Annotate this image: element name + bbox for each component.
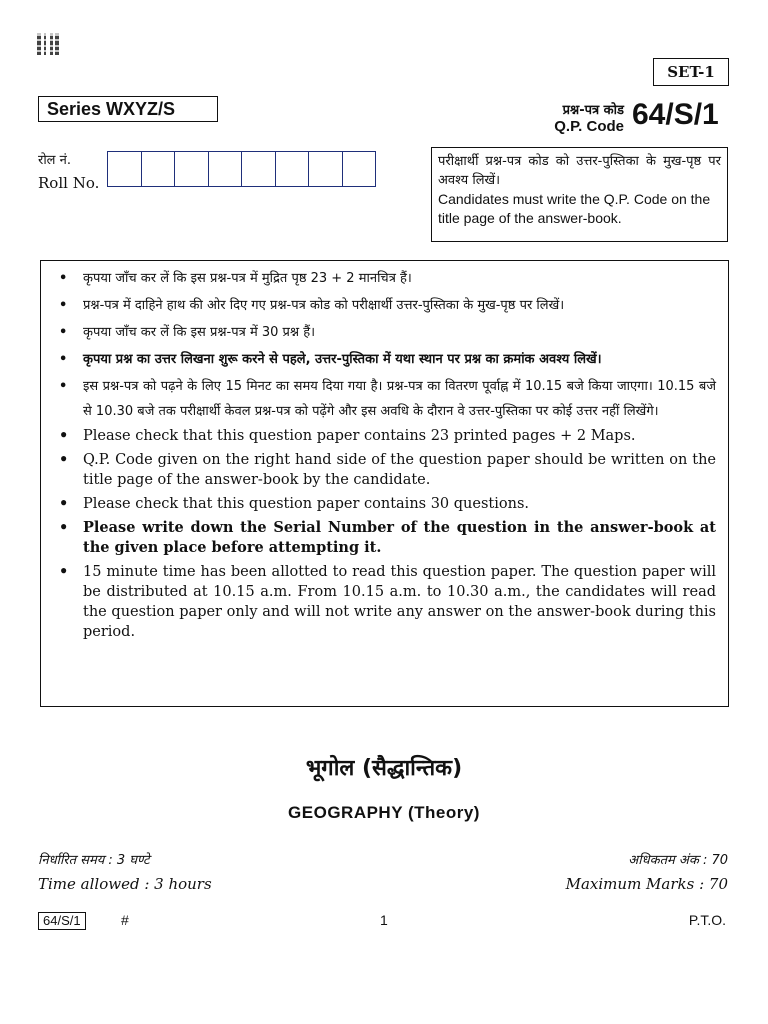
instruction-item: • Q.P. Code given on the right hand side of the question paper should be written on the title page of the answer-book by the candidate. <box>53 450 716 490</box>
instruction-item: • Please write down the Serial Number of the question in the answer-book at the given place before attempting it. <box>53 518 716 558</box>
qp-code-label-hindi: प्रश्न-पत्र कोड <box>562 103 624 118</box>
instruction-item: • कृपया जाँच कर लें कि इस प्रश्न-पत्र में मुद्रित पृष्ठ 23 + 2 मानचित्र हैं। <box>53 266 716 291</box>
time-allowed-hindi: निर्धारित समय : 3 घण्टे <box>38 853 150 868</box>
subject-title: GEOGRAPHY (Theory) <box>288 803 480 822</box>
instructions-list <box>53 266 716 642</box>
instruction-item: • कृपया जाँच कर लें कि इस प्रश्न-पत्र में 30 प्रश्न हैं। <box>53 320 716 345</box>
instruction-item: • प्रश्न-पत्र में दाहिने हाथ की ओर दिए गए प्रश्न-पत्र कोड को परीक्षार्थी उत्तर-पुस्तिका के मुख-पृष्ठ पर लिखें। <box>53 293 716 318</box>
roll-number-box[interactable] <box>208 151 243 187</box>
instruction-item: • इस प्रश्न-पत्र को पढ़ने के लिए 15 मिनट का समय दिया गया है। प्रश्न-पत्र का वितरण पूर्वाह्न में 10.15 बजे किया जाएगा। 10.15 बजे से 10.30 बजे तक परीक्षार्थी केवल प्रश्न-पत्र को पढ़ेंगे और इस अवधि के दौरान वे उत्तर-पुस्तिका पर कोई उत्तर नहीं लिखेंगे। <box>53 374 716 424</box>
instruction-item: • 15 minute time has been allotted to read this question paper. The question paper will be distributed at 10.15 a.m. From 10.15 a.m. to 10.30 a.m., the candidates will read the question paper only and will not write any answer on the answer-book during this period. <box>53 562 716 642</box>
qp-code-notice-box <box>431 147 728 242</box>
qp-code-label: Q.P. Code <box>554 118 624 135</box>
qp-code: 64/S/1 <box>632 98 719 131</box>
footer-qp-code: 64/S/1 <box>38 912 86 930</box>
instruction-item: • कृपया प्रश्न का उत्तर लिखना शुरू करने से पहले, उत्तर-पुस्तिका में यथा स्थान पर प्रश्न का क्रमांक अवश्य लिखें। <box>53 347 716 372</box>
qr-code-icon <box>37 33 59 55</box>
roll-number-label: Roll No. <box>38 174 100 192</box>
roll-number-box[interactable] <box>141 151 176 187</box>
instruction-item: • Please check that this question paper contains 30 questions. <box>53 494 716 514</box>
footer-hash: # <box>121 912 129 928</box>
roll-number-box[interactable] <box>241 151 276 187</box>
set-badge: SET-1 <box>653 58 729 86</box>
roll-number-box[interactable] <box>107 151 142 187</box>
roll-number-box[interactable] <box>342 151 377 187</box>
roll-number-box[interactable] <box>275 151 310 187</box>
roll-number-box[interactable] <box>308 151 343 187</box>
roll-number-box[interactable] <box>174 151 209 187</box>
time-allowed: Time allowed : 3 hours <box>38 875 212 893</box>
page-number: 1 <box>380 912 388 928</box>
notice-english: Candidates must write the Q.P. Code on the title page of the answer-book. <box>438 191 711 226</box>
instructions-box <box>40 260 729 707</box>
series-label: Series WXYZ/S <box>38 96 218 122</box>
please-turn-over: P.T.O. <box>688 912 726 928</box>
maximum-marks-hindi: अधिकतम अंक : 70 <box>628 853 728 868</box>
notice-hindi: परीक्षार्थी प्रश्न-पत्र कोड को उत्तर-पुस्तिका के मुख-पृष्ठ पर अवश्य लिखें। <box>438 154 721 188</box>
maximum-marks: Maximum Marks : 70 <box>565 875 728 893</box>
instruction-item: • Please check that this question paper contains 23 printed pages + 2 Maps. <box>53 426 716 446</box>
roll-number-label-hindi: रोल नं. <box>38 153 71 168</box>
subject-title-hindi: भूगोल (सैद्धान्तिक) <box>305 756 463 781</box>
roll-number-boxes[interactable] <box>108 151 376 187</box>
